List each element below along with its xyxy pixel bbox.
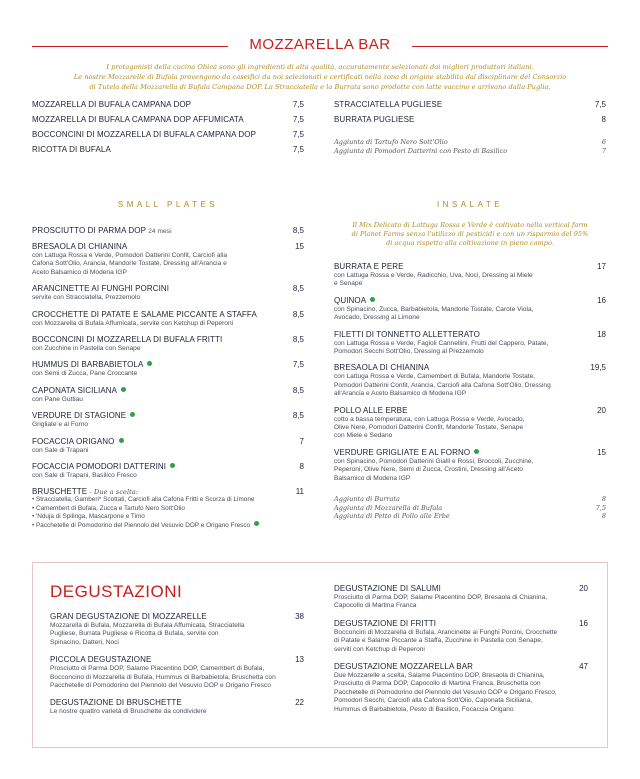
vegetarian-dot-icon xyxy=(370,297,375,302)
item-price: 7,5 xyxy=(292,115,304,124)
intro-line: Le nostre Mozzarelle di Bufala provengono da caseifici da noi selezionati e certificati nella zona di origine stabilita dal disciplinare del Consorzio xyxy=(73,73,567,81)
item-price: 15 xyxy=(597,447,606,457)
item-name: DEGUSTAZIONE DI BRUSCHETTE xyxy=(50,698,182,708)
item-desc: con Lattuga Rossa e Verde, Fagioli Cannellini, Frutti del Cappero, Patate, Pomodori Secchi Sott'Olio, Dressing al Prezzemolo xyxy=(334,339,549,356)
menu-item xyxy=(32,411,304,429)
addon-label: Aggiunta di Mozzarella di Bufala xyxy=(334,503,443,512)
item-price: 8 xyxy=(299,462,304,472)
item-title: BRUSCHETTE xyxy=(32,487,88,497)
item-name: BRESAOLA DI CHIANINA xyxy=(334,363,430,373)
item-desc: Bocconcini di Mozzarella di Bufala, Arancinette ai Funghi Porcini, Crocchette di Patate e Salame Piccante a Staffa, Zucchine in Pastella con Senape, serviti con Ketchup di Peperoni xyxy=(334,628,558,653)
item-title: PROSCIUTTO DI PARMA DOP xyxy=(32,226,146,235)
mozzarella-list-right xyxy=(334,100,606,155)
bruschetta-option xyxy=(32,521,304,530)
menu-item xyxy=(32,386,304,404)
menu-item xyxy=(32,115,304,124)
item-title: FOCACCIA ORIGANO xyxy=(32,436,115,446)
item-name xyxy=(32,360,152,369)
item-price: 20 xyxy=(579,584,588,593)
item-price: 15 xyxy=(295,242,304,251)
item-price: 7,5 xyxy=(292,145,304,154)
item-price: 7,5 xyxy=(292,100,304,109)
vegetarian-dot-icon xyxy=(474,449,479,454)
page-title: MOZZARELLA BAR xyxy=(249,36,391,53)
addon-label: Aggiunta di Burrata xyxy=(334,495,400,504)
item-price: 8,5 xyxy=(292,226,304,235)
menu-item xyxy=(334,406,606,441)
item-desc: con Sale di Trapani xyxy=(32,446,89,454)
vegetarian-dot-icon xyxy=(130,412,135,417)
mozzarella-list-left xyxy=(32,100,304,160)
intro-text xyxy=(40,62,600,92)
menu-item xyxy=(334,448,606,483)
item-desc: Grigliate e al Forno xyxy=(32,421,89,429)
item-price: 20 xyxy=(597,405,606,415)
item-name: FILETTI DI TONNETTO ALLETTERATO xyxy=(334,329,480,339)
intro-line: di Tutela della Mozzarella di Bufala Campana DOP. La Stracciatella e la Burrata sono prodotte con latte vaccino e arrivano dalla Puglia. xyxy=(89,83,551,91)
item-name: BOCCONCINI DI MOZZARELLA DI BUFALA CAMPANA DOP xyxy=(32,130,257,139)
item-note: 24 mesi xyxy=(148,228,172,235)
menu-item xyxy=(334,619,588,654)
item-name xyxy=(32,437,124,446)
addon-line xyxy=(334,495,606,504)
title-rule-right xyxy=(412,46,608,47)
item-desc: Prosciutto di Parma DOP, Salame Piacentino DOP, Bresaola di Chianina, Capocollo di Martina Franca xyxy=(334,594,548,610)
item-desc: Prosciutto di Parma DOP, Salame Piacentino DOP, Camembert di Bufala, Bocconcino di Mozzarella di Bufala, Hummus di Barbabietola, Bruschetta con Pacchetelle di Pomodorino del Piennolo del Vesuvio DOP e Origano Fresco xyxy=(50,665,276,690)
addon-line xyxy=(334,138,606,147)
menu-item xyxy=(334,262,606,289)
addon-label: Aggiunta di Petto di Pollo alle Erbe xyxy=(334,512,450,521)
item-desc: cotto a bassa temperatura, con Lattuga Rossa e Verde, Avocado, Olive Nere, Pomodori Datterini Confit, Mandorle Tostate, Senape con Miele e Sedano xyxy=(334,415,525,440)
menu-item xyxy=(32,310,304,328)
item-desc: con Semi di Zucca, Pane Croccante xyxy=(32,370,138,378)
menu-item xyxy=(334,296,606,323)
item-price: 17 xyxy=(597,262,606,271)
item-name xyxy=(334,448,479,457)
addon-price: 7 xyxy=(601,146,606,155)
addon-line xyxy=(334,512,606,521)
item-title: VERDURE DI STAGIONE xyxy=(32,411,127,421)
item-desc: con Lattuga Rossa e Verde, Pomodori Datterini Confit, Carciofi alla Cafona Sott'Olio, Arancia, Mandorle Tostate, Dressing all'Arancia e Aceto Balsamico di Modena IGP xyxy=(32,252,227,276)
menu-item xyxy=(32,242,304,277)
menu-item xyxy=(334,115,606,124)
item-desc: Mozzarella di Bufala, Mozzarella di Bufala Affumicata, Stracciatella Pugliese, Burrata Pugliese e Ricotta di Bufala, servite con Spinacino, Datteri, Noci xyxy=(50,622,245,646)
item-desc: Due Mozzarelle a scelta, Salame Piacentino DOP, Bresaola di Chianina, Prosciutto di Parma DOP, Capocollo di Martina Franca, Bruschetta con Pacchetelle di Pomodorino del Piennolo del Vesuvio DOP e Origano Fresco, Pomodori Secchi, Carciofi alla Cafona Sott'Olio, Caponata Siciliana, Hummus di Barbabietola, Pesto di Basilico, Focaccia Origano xyxy=(334,672,557,713)
item-price: 22 xyxy=(295,698,304,708)
item-price: 47 xyxy=(579,662,588,672)
item-title: QUINOA xyxy=(334,295,367,305)
vegetarian-dot-icon xyxy=(121,387,126,392)
item-name: BURRATA E PERE xyxy=(334,262,404,271)
vegetarian-dot-icon xyxy=(170,463,175,468)
bruschetta-option: • Stracciatella, Gamberi* Scottati, Carciofi alla Cafona Fritti e Scorza di Limone xyxy=(32,496,255,504)
item-name: GRAN DEGUSTAZIONE DI MOZZARELLE xyxy=(50,612,207,621)
addon-price: 7,5 xyxy=(595,503,606,512)
item-name xyxy=(32,462,175,471)
item-desc: servite con Stracciatella, Prezzemolo xyxy=(32,294,141,302)
item-title: VERDURE GRIGLIATE E AL FORNO xyxy=(334,447,471,457)
degustazioni-left xyxy=(50,612,304,724)
item-price: 38 xyxy=(295,612,304,621)
menu-item xyxy=(334,100,606,109)
option-text: • Pacchetelle di Pomodorino del Piennolo del Vesuvio DOP e Origano Fresco xyxy=(32,522,251,530)
item-price: 16 xyxy=(579,618,588,628)
item-desc: con Lattuga Rossa e Verde, Radicchio, Uva, Noci, Dressing al Miele e Senape xyxy=(334,272,533,288)
item-name: RICOTTA DI BUFALA xyxy=(32,145,111,154)
degustazioni-right xyxy=(334,584,588,721)
item-name: PICCOLA DEGUSTAZIONE xyxy=(50,655,152,665)
addon-price: 6 xyxy=(601,138,606,146)
vegetarian-dot-icon xyxy=(119,438,124,443)
section-heading: INSALATE xyxy=(436,200,504,209)
addon-line xyxy=(334,147,606,156)
menu-item-bruschette xyxy=(32,487,304,530)
item-name: CROCCHETTE DI PATATE E SALAME PICCANTE A STAFFA xyxy=(32,309,257,319)
menu-item xyxy=(32,462,304,480)
menu-item xyxy=(50,612,304,647)
item-price: 8,5 xyxy=(292,385,304,395)
item-desc: con Spinacino, Zucca, Barbabietola, Mandorle Tostate, Carote Viola, Avocado, Dressing al Limone xyxy=(334,305,534,322)
addon-price: 8 xyxy=(601,495,606,504)
vegetarian-dot-icon xyxy=(147,361,152,366)
item-desc: con Zucchine in Pastella con Senape xyxy=(32,345,141,353)
intro-line: I protagonisti della cucina Obicà sono gli ingredienti di alta qualità, accuratamente selezionati dai migliori produttori italiani. xyxy=(106,63,534,71)
item-name: DEGUSTAZIONE MOZZARELLA BAR xyxy=(334,662,474,672)
menu-item xyxy=(334,330,606,357)
item-price: 8,5 xyxy=(292,284,304,294)
addon-price: 8 xyxy=(601,512,606,521)
item-price: 19,5 xyxy=(590,363,606,373)
item-name: MOZZARELLA DI BUFALA CAMPANA DOP xyxy=(32,100,192,109)
degustazioni-title: DEGUSTAZIONI xyxy=(50,582,183,601)
item-price: 7 xyxy=(299,436,304,446)
item-name: BOCCONCINI DI MOZZARELLA DI BUFALA FRITTI xyxy=(32,335,223,345)
item-name: ARANCINETTE AI FUNGHI PORCINI xyxy=(32,284,170,294)
menu-item xyxy=(32,360,304,378)
item-price: 16 xyxy=(597,295,606,305)
menu-item xyxy=(32,226,304,235)
item-price: 8,5 xyxy=(292,309,304,319)
item-name xyxy=(32,386,126,395)
insalate-intro xyxy=(334,221,606,248)
section-heading: SMALL PLATES xyxy=(117,200,219,209)
bruschetta-option: • Camembert di Bufala, Zucca e Tartufo Nero Sott'Olio xyxy=(32,504,185,512)
item-name xyxy=(32,411,135,420)
item-desc: con Sale di Trapani, Basilico Fresco xyxy=(32,472,137,480)
addon-label: Aggiunta di Pomodori Datterini con Pesto di Basilico xyxy=(334,146,508,155)
item-name: DEGUSTAZIONE DI FRITTI xyxy=(334,618,437,628)
item-price: 8,5 xyxy=(292,335,304,345)
item-price: 7,5 xyxy=(292,360,304,370)
item-price: 7,5 xyxy=(292,130,304,139)
menu-item xyxy=(334,584,588,611)
item-name xyxy=(334,296,375,305)
intro-line: di acqua rispetto alla coltivazione in pieno campo. xyxy=(386,239,554,247)
menu-item xyxy=(32,284,304,302)
item-price: 8,5 xyxy=(292,411,304,421)
item-name xyxy=(32,487,138,496)
menu-item xyxy=(32,145,304,154)
menu-item xyxy=(32,437,304,455)
item-title: CAPONATA SICILIANA xyxy=(32,385,118,395)
item-price: 13 xyxy=(295,655,304,665)
item-title: HUMMUS DI BARBABIETOLA xyxy=(32,360,144,370)
item-desc: con Lattuga Rossa e Verde, Camembert di Bufala, Mandorle Tostate, Pomodori Datterini Confit, Arancia, Carciofi alla Cafona Sott'Olio, Dressing all'Arancia e Aceto Balsamico di Modena IGP xyxy=(334,373,551,398)
item-name: MOZZARELLA DI BUFALA CAMPANA DOP AFFUMICATA xyxy=(32,115,244,124)
menu-item xyxy=(334,363,606,398)
menu-item xyxy=(32,100,304,109)
item-desc: con Spinacino, Pomodori Datterini Gialli e Rossi, Broccoli, Zucchine, Peperoni, Olive Nere, Semi di Zucca, Crostini, Dressing all'Aceto Balsamico di Modena IGP xyxy=(334,457,534,482)
item-desc: con Pane Guttiau xyxy=(32,395,83,403)
item-price: 8 xyxy=(601,115,606,124)
item-title: FOCACCIA POMODORI DATTERINI xyxy=(32,462,167,472)
menu-item xyxy=(32,335,304,353)
item-desc: con Mozzarella di Bufala Affumicata, servite con Ketchup di Peperoni xyxy=(32,319,234,327)
item-price: 18 xyxy=(597,329,606,339)
item-desc: Le nostre quattro varietà di Bruschette da condividere xyxy=(50,708,207,716)
bruschetta-option: • 'Nduja di Spilinga, Mascarpone e Timo xyxy=(32,512,145,520)
item-name: POLLO ALLE ERBE xyxy=(334,405,408,415)
item-name: STRACCIATELLA PUGLIESE xyxy=(334,100,443,109)
item-name: DEGUSTAZIONE DI SALUMI xyxy=(334,584,441,593)
small-plates-section xyxy=(32,200,304,537)
item-price: 7,5 xyxy=(594,100,606,109)
vegetarian-dot-icon xyxy=(254,521,259,526)
addon-label: Aggiunta di Tartufo Nero Sott'Olio xyxy=(334,138,448,146)
menu-item xyxy=(50,655,304,690)
item-note: - Due a scelta: xyxy=(89,488,139,497)
item-name: BRESAOLA DI CHIANINA xyxy=(32,242,128,251)
insalate-section xyxy=(334,200,606,521)
item-price: 11 xyxy=(295,487,304,497)
intro-line: Il Mix Delicato di Lattuga Rossa e Verde è coltivato nella vertical farm xyxy=(352,221,588,229)
addon-line xyxy=(334,504,606,513)
item-name xyxy=(32,226,172,235)
item-name: BURRATA PUGLIESE xyxy=(334,115,415,124)
intro-line: di Planet Farms senza l'utilizzo di pesticidi e con un risparmio del 95% xyxy=(351,230,589,238)
menu-item xyxy=(50,698,304,716)
menu-item xyxy=(32,130,304,139)
menu-item xyxy=(334,662,588,714)
